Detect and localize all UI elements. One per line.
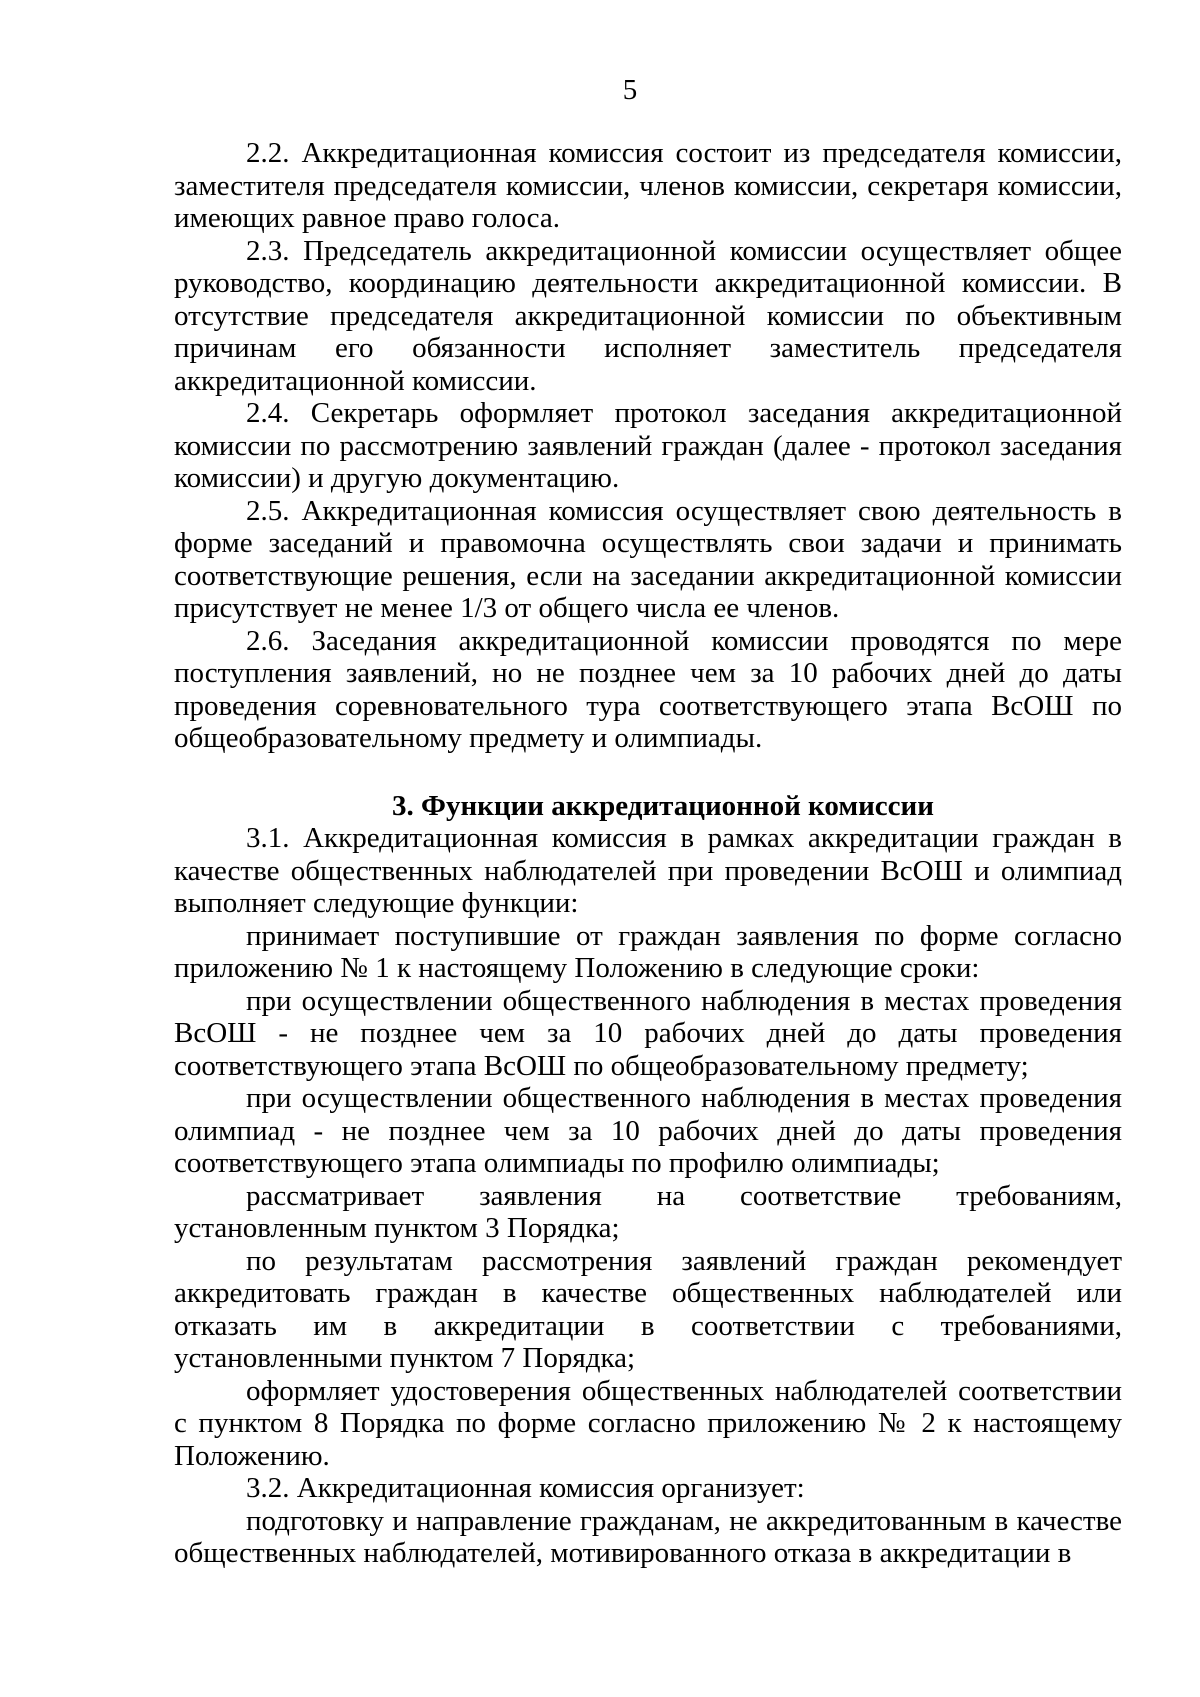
- paragraph-reviews-applications: рассматривает заявления на соответствие требованиям, установленным пунктом 3 Порядка;: [174, 1179, 1122, 1244]
- paragraph-olympiad-deadline: при осуществлении общественного наблюдения в местах проведения олимпиад - не позднее чем за 10 рабочих дней до даты проведения соответствующего этапа олимпиады по профилю олимпиады;: [174, 1082, 1122, 1179]
- document-body: [174, 137, 1122, 1570]
- paragraph-vsosh-deadline: при осуществлении общественного наблюдения в местах проведения ВсОШ - не позднее чем за 10 рабочих дней до даты проведения соответствующего этапа ВсОШ по общеобразовательному предмету;: [174, 984, 1122, 1082]
- paragraph-2-2: 2.2. Аккредитационная комиссия состоит из председателя комиссии, заместителя председателя комиссии, членов комиссии, секретаря комиссии, имеющих равное право голоса.: [174, 137, 1122, 234]
- page-number: 5: [622, 74, 638, 106]
- section-3-heading: 3. Функции аккредитационной комиссии: [392, 789, 934, 822]
- paragraph-3-2: 3.2. Аккредитационная комиссия организует:: [246, 1472, 805, 1504]
- paragraph-recommends-accreditation: по результатам рассмотрения заявлений граждан рекомендует аккредитовать граждан в качестве общественных наблюдателей или отказать им в аккредитации в соответствии с требованиями, установленными пунктом 7 Порядка;: [174, 1244, 1122, 1374]
- paragraph-refusal: подготовку и направление гражданам, не аккредитованным в качестве общественных наблюдателей, мотивированного отказа в аккредитации в: [174, 1504, 1122, 1569]
- paragraph-accepts-applications: принимает поступившие от граждан заявления по форме согласно приложению № 1 к настоящему Положению в следующие сроки:: [174, 919, 1122, 984]
- paragraph-2-5: 2.5. Аккредитационная комиссия осуществляет свою деятельность в форме заседаний и правомочна осуществлять свои задачи и принимать соответствующие решения, если на заседании аккредитационной комиссии присутствует не менее 1/3 от общего числа ее членов.: [174, 494, 1122, 624]
- paragraph-2-6: 2.6. Заседания аккредитационной комиссии проводятся по мере поступления заявлений, но не позднее чем за 10 рабочих дней до даты проведения соревновательного тура соответствующего этапа ВсОШ по общеобразовательному предмету и олимпиады.: [174, 624, 1122, 754]
- paragraph-2-3: 2.3. Председатель аккредитационной комиссии осуществляет общее руководство, координацию деятельности аккредитационной комиссии. В отсутствие председателя аккредитационной комиссии по объективным причинам его обязанности исполняет заместитель председателя аккредитационной комиссии.: [174, 234, 1122, 397]
- paragraph-issues-certificates: оформляет удостоверения общественных наблюдателей соответствии с пунктом 8 Порядка по форме согласно приложению № 2 к настоящему Положению.: [174, 1374, 1122, 1472]
- paragraph-2-4: 2.4. Секретарь оформляет протокол заседания аккредитационной комиссии по рассмотрению заявлений граждан (далее - протокол заседания комиссии) и другую документацию.: [174, 397, 1122, 494]
- paragraph-3-1: 3.1. Аккредитационная комиссия в рамках аккредитации граждан в качестве общественных наблюдателей при проведении ВсОШ и олимпиад выполняет следующие функции:: [174, 822, 1122, 919]
